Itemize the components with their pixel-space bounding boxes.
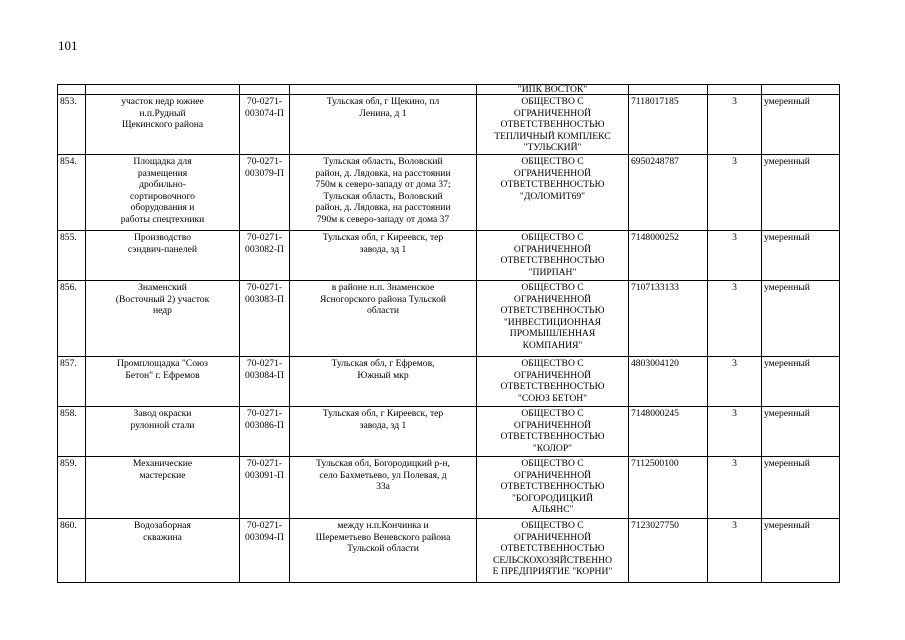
cell-address xyxy=(290,281,477,357)
org-line: ОТВЕТСТВЕННОСТЬЮ xyxy=(500,381,605,392)
org-line: ОБЩЕСТВО С xyxy=(521,232,584,243)
org-line: Е ПРЕДПРИЯТИЕ "КОРНИ" xyxy=(492,566,613,577)
name-line: дробильно- xyxy=(139,179,186,190)
org-line: "ИНВЕСТИЦИОННАЯ xyxy=(503,316,602,328)
risk-value: умеренный xyxy=(764,96,810,107)
org-line: ОТВЕТСТВЕННОСТЬЮ xyxy=(500,481,605,492)
name-line: Завод окраски xyxy=(133,408,192,419)
inn-value: 6950248787 xyxy=(631,156,679,167)
org-line: СЕЛЬСКОХОЗЯЙСТВЕННО xyxy=(492,554,613,566)
code-line: 003086-П xyxy=(245,419,284,431)
org-line: ОБЩЕСТВО С xyxy=(521,156,584,167)
cell-org xyxy=(477,457,629,519)
inn-value: 7123027750 xyxy=(631,520,679,531)
address-line: Ленина, д 1 xyxy=(359,107,407,119)
cell-name xyxy=(86,231,240,281)
org-line: ОГРАНИЧЕННОЙ xyxy=(513,531,592,543)
org-line: ОТВЕТСТВЕННОСТЬЮ xyxy=(500,255,605,266)
org-line: ОГРАНИЧЕННОЙ xyxy=(513,469,592,481)
category-value: 3 xyxy=(732,96,737,107)
address-line: завода, зд 1 xyxy=(359,419,407,431)
address-line: Тульская обл, г Щекино, пл xyxy=(326,96,440,107)
cell-category xyxy=(708,281,762,357)
cell-inn xyxy=(629,85,708,95)
inn-value: 7118017185 xyxy=(631,96,679,107)
name-line: скважина xyxy=(143,531,182,543)
risk-value: умеренный xyxy=(764,156,810,167)
address-line: Шереметьево Веневского района xyxy=(315,531,451,543)
table-row xyxy=(58,95,840,155)
code-line: 70-0271- xyxy=(246,232,283,243)
name-line: работы спецтехники xyxy=(120,213,205,225)
cell-num xyxy=(58,357,86,407)
cell-num xyxy=(58,457,86,519)
cell-category xyxy=(708,519,762,583)
cell-inn xyxy=(629,231,708,281)
cell-category xyxy=(708,457,762,519)
name-line: Площадка для xyxy=(133,156,192,167)
cell-name xyxy=(86,357,240,407)
org-line: ОГРАНИЧЕННОЙ xyxy=(513,243,592,255)
code-line: 003094-П xyxy=(245,531,284,543)
row-number: 860. xyxy=(60,520,77,531)
org-line: ОГРАНИЧЕННОЙ xyxy=(513,293,592,305)
address-line: завода, зд 1 xyxy=(359,243,407,255)
cell-address xyxy=(290,357,477,407)
org-line: "БОГОРОДИЦКИЙ xyxy=(511,492,594,504)
org-line: "ИПК ВОСТОК" xyxy=(517,84,588,95)
cell-code xyxy=(240,457,290,519)
address-line: 750м к северо-западу от дома 37; xyxy=(315,179,451,190)
cell-risk xyxy=(762,231,840,281)
cell-org xyxy=(477,155,629,231)
address-line: между н.п.Кончинка и xyxy=(337,520,429,531)
cell-address xyxy=(290,85,477,95)
name-line: оборудования и xyxy=(130,202,195,213)
cell-risk xyxy=(762,281,840,357)
cell-org xyxy=(477,407,629,457)
row-number: 855. xyxy=(60,232,77,243)
cell-code xyxy=(240,231,290,281)
cell-org xyxy=(477,519,629,583)
risk-value: умеренный xyxy=(764,520,810,531)
code-line: 003083-П xyxy=(245,293,284,305)
address-line: село Бахметьево, ул Полевая, д xyxy=(319,469,447,481)
cell-address xyxy=(290,457,477,519)
org-line: ОБЩЕСТВО С xyxy=(521,96,584,107)
name-line: рулонной стали xyxy=(130,419,195,431)
org-line: "ТУЛЬСКИЙ" xyxy=(523,142,582,153)
org-line: ОБЩЕСТВО С xyxy=(521,458,584,469)
cell-name xyxy=(86,85,240,95)
name-line: Знаменский xyxy=(138,282,187,293)
cell-code xyxy=(240,85,290,95)
cell-org xyxy=(477,281,629,357)
org-line: "ПИРПАН" xyxy=(528,266,577,278)
cell-category xyxy=(708,407,762,457)
code-line: 003091-П xyxy=(245,469,284,481)
code-line: 003074-П xyxy=(245,107,284,119)
address-line: район, д. Лядовка, на расстоянии xyxy=(315,202,451,213)
org-line: "СОЮЗ БЕТОН" xyxy=(517,392,588,404)
cell-name xyxy=(86,281,240,357)
cell-name xyxy=(86,95,240,155)
page-number: 101 xyxy=(58,38,78,53)
code-line: 003082-П xyxy=(245,243,284,255)
cell-code xyxy=(240,95,290,155)
cell-org xyxy=(477,231,629,281)
cell-org xyxy=(477,85,629,95)
cell-category xyxy=(708,85,762,95)
org-line: ОТВЕТСТВЕННОСТЬЮ xyxy=(500,431,605,442)
cell-inn xyxy=(629,281,708,357)
cell-category xyxy=(708,95,762,155)
org-line: КОМПАНИЯ" xyxy=(522,339,583,351)
code-line: 70-0271- xyxy=(246,520,283,531)
name-line: н.п.Рудный xyxy=(139,107,186,119)
org-line: ОТВЕТСТВЕННОСТЬЮ xyxy=(500,543,605,554)
name-line: размещения xyxy=(137,167,188,179)
org-line: ОБЩЕСТВО С xyxy=(521,358,584,369)
name-line: сэндвич-панелей xyxy=(127,243,198,255)
table-row xyxy=(58,231,840,281)
cell-code xyxy=(240,155,290,231)
org-line: ОТВЕТСТВЕННОСТЬЮ xyxy=(500,119,605,130)
org-line: ОГРАНИЧЕННОЙ xyxy=(513,167,592,179)
cell-risk xyxy=(762,95,840,155)
code-line: 70-0271- xyxy=(246,458,283,469)
name-line: мастерские xyxy=(139,469,186,481)
code-line: 70-0271- xyxy=(246,156,283,167)
org-line: ОБЩЕСТВО С xyxy=(521,520,584,531)
cell-name xyxy=(86,457,240,519)
cell-num xyxy=(58,95,86,155)
code-line: 70-0271- xyxy=(246,408,283,419)
name-line: Механические xyxy=(132,458,193,469)
org-line: ТЕПЛИЧНЫЙ КОМПЛЕКС xyxy=(494,130,611,142)
cell-inn xyxy=(629,357,708,407)
code-line: 003079-П xyxy=(245,167,284,179)
category-value: 3 xyxy=(732,358,737,369)
row-number: 853. xyxy=(60,96,77,107)
name-line: недр xyxy=(153,305,172,316)
address-line: Тульской области xyxy=(347,543,419,554)
cell-name xyxy=(86,519,240,583)
cell-risk xyxy=(762,357,840,407)
org-line: ПРОМЫШЛЕННАЯ xyxy=(509,328,596,339)
category-value: 3 xyxy=(732,282,737,293)
cell-risk xyxy=(762,155,840,231)
category-value: 3 xyxy=(732,520,737,531)
cell-code xyxy=(240,519,290,583)
table-row xyxy=(58,357,840,407)
table-row xyxy=(58,457,840,519)
org-line: ОГРАНИЧЕННОЙ xyxy=(513,107,592,119)
table-row xyxy=(58,407,840,457)
name-line: Производство xyxy=(133,232,192,243)
address-line: 33а xyxy=(376,481,390,492)
code-line: 70-0271- xyxy=(246,96,283,107)
inn-value: 7107133133 xyxy=(631,282,679,293)
inn-value: 7112500100 xyxy=(631,458,679,469)
address-line: Тульская область, Воловский xyxy=(323,190,443,202)
org-line: "КОЛОР" xyxy=(532,442,573,454)
address-line: Южный мкр xyxy=(357,369,409,381)
org-line: ОТВЕТСТВЕННОСТЬЮ xyxy=(500,305,605,316)
address-line: район, д. Лядовка, на расстоянии xyxy=(315,167,451,179)
cell-category xyxy=(708,231,762,281)
name-line: участок недр южнее xyxy=(121,96,204,107)
cell-address xyxy=(290,95,477,155)
risk-value: умеренный xyxy=(764,458,810,469)
address-line: Ясногорского района Тульской xyxy=(319,293,447,305)
code-line: 70-0271- xyxy=(246,358,283,369)
cell-name xyxy=(86,155,240,231)
table-body xyxy=(58,85,840,583)
cell-org xyxy=(477,357,629,407)
category-value: 3 xyxy=(732,232,737,243)
cell-category xyxy=(708,155,762,231)
name-line: Щекинского района xyxy=(121,119,204,130)
org-line: ОТВЕТСТВЕННОСТЬЮ xyxy=(500,179,605,190)
cell-name xyxy=(86,407,240,457)
table-row xyxy=(58,155,840,231)
org-line: ОГРАНИЧЕННОЙ xyxy=(513,419,592,431)
cell-inn xyxy=(629,457,708,519)
row-number: 854. xyxy=(60,156,77,167)
risk-value: умеренный xyxy=(764,408,810,419)
address-line: области xyxy=(366,305,400,316)
cell-num xyxy=(58,281,86,357)
cell-num xyxy=(58,519,86,583)
address-line: Тульская область, Воловский xyxy=(323,156,443,167)
name-line: (Восточный 2) участок xyxy=(115,293,210,305)
cell-risk xyxy=(762,85,840,95)
code-line: 003084-П xyxy=(245,369,284,381)
address-line: в районе н.п. Знаменское xyxy=(331,282,435,293)
cell-address xyxy=(290,407,477,457)
address-line: Тульская обл, г Киреевск, тер xyxy=(322,232,444,243)
cell-num xyxy=(58,155,86,231)
inn-value: 7148000245 xyxy=(631,408,679,419)
cell-num xyxy=(58,407,86,457)
row-number: 858. xyxy=(60,408,77,419)
risk-value: умеренный xyxy=(764,282,810,293)
address-line: Тульская обл, г Ефремов, xyxy=(331,358,435,369)
name-line: сортировочного xyxy=(130,190,195,202)
org-line: АЛЬЯНС" xyxy=(531,504,574,515)
inn-value: 7148000252 xyxy=(631,232,679,243)
address-line: 790м к северо-западу от дома 37 xyxy=(316,213,450,225)
cell-code xyxy=(240,407,290,457)
cell-num xyxy=(58,85,86,95)
cell-risk xyxy=(762,407,840,457)
category-value: 3 xyxy=(732,156,737,167)
inn-value: 4803004120 xyxy=(631,358,679,369)
cell-num xyxy=(58,231,86,281)
risk-value: умеренный xyxy=(764,358,810,369)
table-row xyxy=(58,85,840,95)
table-row xyxy=(58,281,840,357)
risk-value: умеренный xyxy=(764,232,810,243)
row-number: 856. xyxy=(60,282,77,293)
row-number: 857. xyxy=(60,358,77,369)
category-value: 3 xyxy=(732,408,737,419)
cell-address xyxy=(290,519,477,583)
cell-risk xyxy=(762,519,840,583)
cell-inn xyxy=(629,155,708,231)
cell-address xyxy=(290,155,477,231)
cell-inn xyxy=(629,407,708,457)
org-line: "ДОЛОМИТ69" xyxy=(519,190,586,202)
cell-inn xyxy=(629,519,708,583)
cell-org xyxy=(477,95,629,155)
cell-inn xyxy=(629,95,708,155)
table-row xyxy=(58,519,840,583)
name-line: Водозаборная xyxy=(134,520,191,531)
org-line: ОБЩЕСТВО С xyxy=(521,408,584,419)
row-number: 859. xyxy=(60,458,77,469)
cell-code xyxy=(240,357,290,407)
address-line: Тульская обл, г Киреевск, тер xyxy=(322,408,444,419)
cell-category xyxy=(708,357,762,407)
cell-code xyxy=(240,281,290,357)
cell-address xyxy=(290,231,477,281)
code-line: 70-0271- xyxy=(246,282,283,293)
registry-table xyxy=(57,84,840,583)
address-line: Тульская обл, Богородицкий р-н, xyxy=(316,458,450,469)
org-line: ОБЩЕСТВО С xyxy=(521,282,584,293)
name-line: Бетон" г. Ефремов xyxy=(125,369,200,381)
cell-risk xyxy=(762,457,840,519)
name-line: Промплощадка "Союз xyxy=(117,358,208,369)
category-value: 3 xyxy=(732,458,737,469)
org-line: ОГРАНИЧЕННОЙ xyxy=(513,369,592,381)
